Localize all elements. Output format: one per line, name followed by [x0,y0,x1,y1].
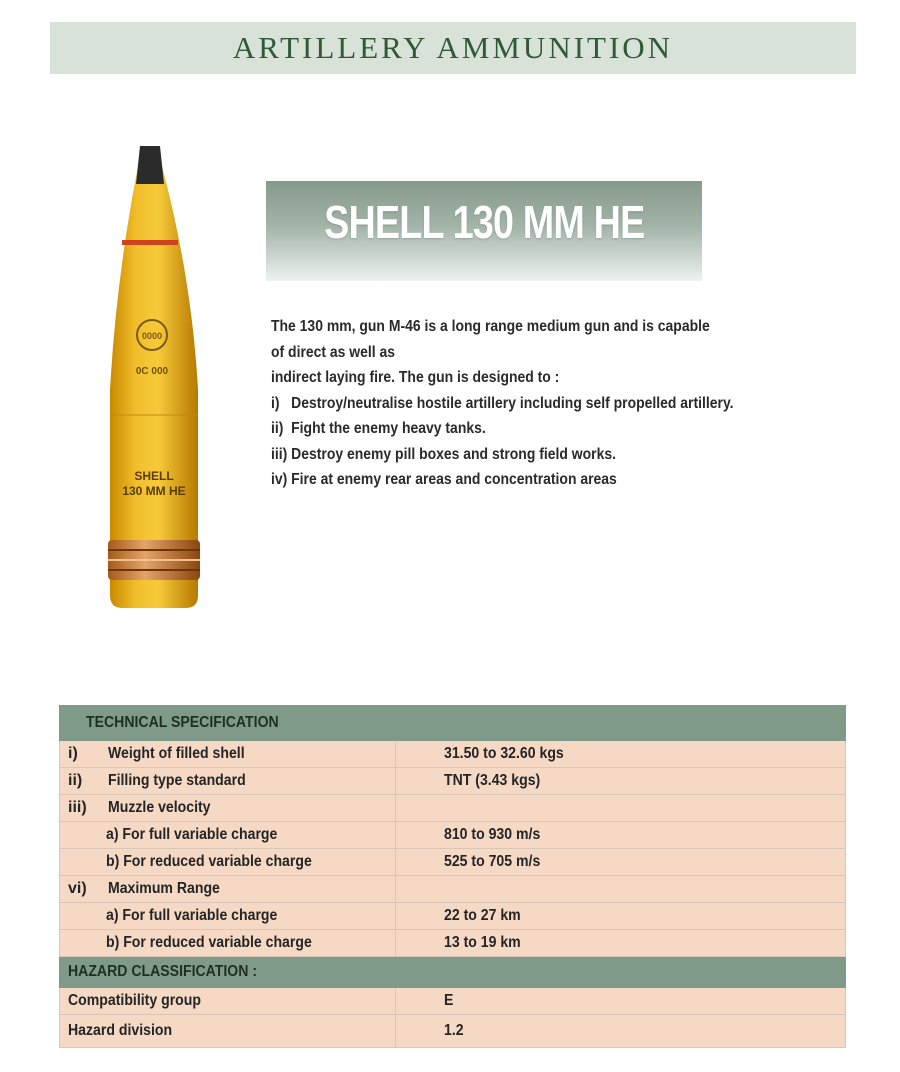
row-label: b) For reduced variable charge [106,853,312,870]
hazard-value: 1.2 [443,1022,464,1039]
hazard-label: Hazard division [68,1022,173,1039]
product-title-box [266,181,702,281]
hazard-value: E [443,992,454,1009]
row-number: vi) [68,880,87,897]
table-row [60,903,846,930]
row-number: ii) [68,772,83,789]
shell-code-1: 0000 [141,331,163,341]
row-label: Weight of filled shell [108,745,245,762]
row-number: iii) [68,799,87,816]
spec-heading: TECHNICAL SPECIFICATION [86,714,279,731]
spec-heading-row [60,706,846,741]
row-label: Muzzle velocity [108,799,211,816]
table-row [60,822,846,849]
row-label: Maximum Range [108,880,220,897]
spec-table [59,705,846,1048]
table-row [60,795,846,822]
hazard-label: Compatibility group [68,992,201,1009]
row-value: 22 to 27 km [443,907,521,924]
row-number: i) [68,745,78,762]
shell-image [96,140,216,620]
row-label: a) For full variable charge [106,907,278,924]
table-row [60,1015,846,1048]
row-value: 13 to 19 km [443,934,521,951]
row-label: b) For reduced variable charge [106,934,312,951]
page-title: ARTILLERY AMMUNITION [232,30,674,65]
table-row [60,930,846,957]
description-line: i) Destroy/neutralise hostile artillery including self propelled artillery. [271,394,734,412]
description-line: iii) Destroy enemy pill boxes and strong field works. [271,445,616,463]
description-line: The 130 mm, gun M-46 is a long range medium gun and is capable [271,318,710,335]
table-row [60,849,846,876]
table-row [60,768,846,795]
description-line: indirect laying fire. The gun is designed to : [271,369,560,386]
row-label: Filling type standard [108,772,246,789]
description-line: of direct as well as [271,343,396,361]
description-line: iv) Fire at enemy rear areas and concentration areas [271,471,617,488]
hazard-heading: HAZARD CLASSIFICATION : [68,963,258,980]
shell-code-2: 0C 000 [135,366,169,377]
row-value: 31.50 to 32.60 kgs [443,745,564,762]
shell-label-line1: SHELL [134,469,174,483]
product-title: SHELL 130 MM HE [323,196,645,248]
table-row [60,876,846,903]
table-row [60,741,846,768]
row-value: TNT (3.43 kgs) [443,772,541,789]
row-value: 810 to 930 m/s [443,826,541,843]
table-row [60,988,846,1015]
row-value: 525 to 705 m/s [443,853,541,870]
hazard-heading-row [60,957,846,988]
description [271,314,793,493]
description-line: ii) Fight the enemy heavy tanks. [271,420,486,437]
row-label: a) For full variable charge [106,826,278,843]
shell-label-line2: 130 MM HE [122,484,186,498]
header-band [50,22,856,74]
